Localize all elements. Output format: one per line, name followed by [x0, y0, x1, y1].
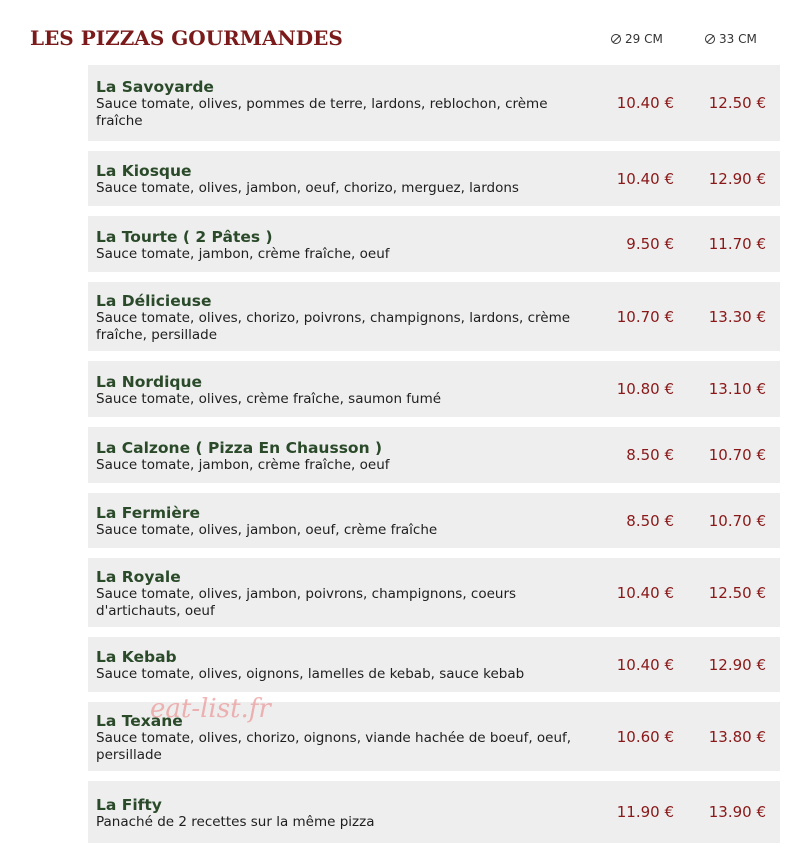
- pizza-name: La Kebab: [96, 648, 177, 666]
- price-29: 10.40 €: [616, 583, 674, 602]
- price-29: 10.80 €: [616, 380, 674, 398]
- pizza-item: [88, 282, 780, 351]
- pizza-name: La Savoyarde: [96, 78, 214, 96]
- pizza-item: [88, 216, 780, 272]
- pizza-list: [88, 65, 780, 853]
- price-29: 10.60 €: [616, 727, 674, 746]
- price-33: 10.70 €: [708, 446, 766, 464]
- menu-header: [0, 0, 793, 64]
- price-33: 10.70 €: [708, 511, 766, 530]
- pizza-name: La Nordique: [96, 372, 203, 391]
- pizza-item: [88, 427, 780, 483]
- pizza-item: [88, 637, 780, 692]
- price-29: 10.40 €: [616, 169, 674, 188]
- size-29-header: [611, 32, 663, 46]
- price-29: 10.70 €: [616, 307, 674, 326]
- size-33-header: [705, 32, 757, 46]
- pizza-description: Sauce tomate, olives, crème fraîche, saumon fumé: [96, 390, 442, 407]
- price-29: 8.50 €: [626, 511, 674, 530]
- pizza-name: La Calzone ( Pizza En Chausson ): [96, 438, 383, 457]
- pizza-name: La Tourte ( 2 Pâtes ): [96, 227, 273, 246]
- price-29: 11.90 €: [616, 803, 674, 821]
- pizza-item: [88, 493, 780, 548]
- price-33: 13.80 €: [708, 727, 766, 746]
- pizza-description: Sauce tomate, olives, jambon, oeuf, chorizo, merguez, lardons: [96, 180, 519, 196]
- diameter-icon: [705, 34, 715, 44]
- pizza-description: Panaché de 2 recettes sur la même pizza: [96, 813, 375, 830]
- pizza-item: [88, 151, 780, 206]
- watermark: eat-list.fr: [150, 694, 271, 724]
- pizza-description: Sauce tomate, olives, chorizo, poivrons, champignons, lardons, crème fraîche, persillade: [96, 309, 571, 343]
- pizza-description: Sauce tomate, olives, pommes de terre, lardons, reblochon, crème fraîche: [96, 96, 548, 129]
- pizza-name: La Fermière: [96, 504, 200, 522]
- pizza-description: Sauce tomate, olives, jambon, poivrons, champignons, coeurs d'artichauts, oeuf: [96, 585, 517, 619]
- price-33: 12.90 €: [708, 655, 766, 674]
- pizza-description: Sauce tomate, olives, chorizo, oignons, viande hachée de boeuf, oeuf, persillade: [96, 729, 572, 763]
- price-29: 10.40 €: [616, 655, 674, 674]
- price-29: 10.40 €: [616, 94, 674, 112]
- pizza-item: [88, 781, 780, 843]
- price-29: 8.50 €: [626, 446, 674, 464]
- pizza-name: La Délicieuse: [96, 291, 212, 310]
- price-33: 12.50 €: [708, 94, 766, 112]
- diameter-icon: [611, 34, 621, 44]
- size-33-label: 33 CM: [719, 32, 757, 46]
- pizza-name: La Fifty: [96, 795, 162, 814]
- pizza-description: Sauce tomate, jambon, crème fraîche, oeuf: [96, 456, 390, 473]
- section-title: LES PIZZAS GOURMANDES: [30, 26, 343, 50]
- pizza-description: Sauce tomate, jambon, crème fraîche, oeuf: [96, 245, 390, 262]
- price-33: 13.30 €: [708, 307, 766, 326]
- pizza-description: Sauce tomate, olives, jambon, oeuf, crème fraîche: [96, 522, 438, 538]
- size-29-label: 29 CM: [625, 32, 663, 46]
- pizza-description: Sauce tomate, olives, oignons, lamelles de kebab, sauce kebab: [96, 666, 525, 682]
- pizza-name: La Kiosque: [96, 162, 192, 180]
- price-33: 12.50 €: [708, 583, 766, 602]
- price-33: 11.70 €: [708, 235, 766, 253]
- pizza-item: [88, 558, 780, 627]
- price-33: 13.90 €: [708, 803, 766, 821]
- pizza-item: [88, 361, 780, 417]
- pizza-name: La Royale: [96, 567, 181, 586]
- price-33: 13.10 €: [708, 380, 766, 398]
- pizza-name: La Texane: [96, 711, 183, 730]
- price-33: 12.90 €: [708, 169, 766, 188]
- pizza-item: [88, 65, 780, 141]
- price-29: 9.50 €: [626, 235, 674, 253]
